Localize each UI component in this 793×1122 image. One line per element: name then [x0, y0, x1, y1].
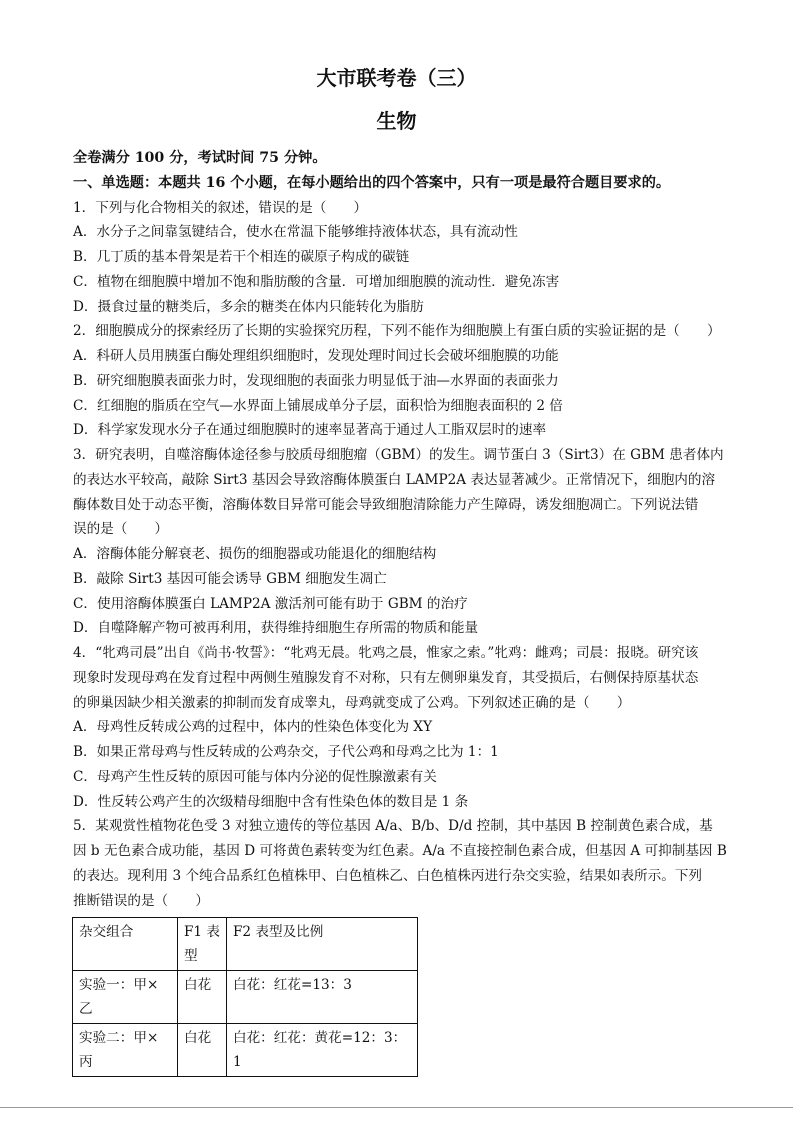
table-cell: 白花：红花：黄花=12：3：1 [227, 1024, 418, 1077]
text-line: A．溶酶体能分解衰老、损伤的细胞器或功能退化的细胞结构 [73, 546, 437, 562]
text-line: A．水分子之间靠氢键结合，使水在常温下能够维持液体状态，具有流动性 [73, 224, 518, 241]
text-line: 4．“牝鸡司晨”出自《尚书·牧誓》：“牝鸡无晨。牝鸡之晨，惟家之索。”牝鸡：雌鸡；司晨：报晓。研究该 [73, 645, 699, 661]
text-line: 5．某观赏性植物花色受 3 对独立遗传的等位基因 A/a、B/b、D/d 控制，其中基因 B 控制黄色素合成，基 [73, 818, 713, 835]
exam-body [73, 146, 733, 913]
text-line: 的表达水平较高，敲除 Sirt3 基因会导致溶酶体膜蛋白 LAMP2A 表达显著减少。正常情况下，细胞内的溶 [73, 471, 716, 488]
text-line: D．性反转公鸡产生的次级精母细胞中含有性染色体的数目是 1 条 [73, 793, 469, 810]
table-cell: 白花：红花=13：3 [227, 971, 418, 1024]
text-line: B．如果正常母鸡与性反转成的公鸡杂交，子代公鸡和母鸡之比为 1：1 [73, 744, 499, 760]
text-line: 因 b 无色素合成功能，基因 D 可将黄色素转变为红色素。A/a 不直接控制色素合成，但基因 A 可抑制基因 B [73, 843, 727, 859]
text-line: D．自噬降解产物可被再利用，获得维持细胞生存所需的物质和能量 [73, 620, 479, 637]
table-header-row [73, 918, 418, 971]
table-header-cell [178, 918, 227, 971]
text-line: D．摄食过量的糖类后，多余的糖类在体内只能转化为脂肪 [73, 298, 424, 315]
text-line: C．使用溶酶体膜蛋白 LAMP2A 激活剂可能有助于 GBM 的治疗 [73, 595, 468, 612]
text-line: A．母鸡性反转成公鸡的过程中，体内的性染色体变化为 XY [73, 719, 433, 736]
text-line: 的卵巢因缺少相关激素的抑制而发育成睾丸，母鸡就变成了公鸡。下列叙述正确的是（ ） [73, 694, 631, 711]
text-line: 2．细胞膜成分的探索经历了长期的实验探究历程，下列不能作为细胞膜上有蛋白质的实验证据的是（ ） [73, 323, 721, 340]
text-line: B．研究细胞膜表面张力时，发现细胞的表面张力明显低于油—水界面的表面张力 [73, 372, 559, 389]
text-line: A．科研人员用胰蛋白酶处理组织细胞时，发现处理时间过长会破坏细胞膜的功能 [73, 348, 559, 364]
text-line: C．红细胞的脂质在空气—水界面上铺展成单分子层，面积恰为细胞表面积的 2 倍 [73, 397, 563, 414]
table-row [73, 1024, 418, 1077]
table-header-cell: F2 表型及比例 [227, 918, 418, 971]
text-line: 酶体数目处于动态平衡，溶酶体数目异常可能会导致细胞清除能力产生障碍，诱发细胞凋亡。下列说法错 [73, 496, 699, 513]
subject-title: 生物 [376, 109, 417, 133]
exam-intro: 全卷满分 100 分，考试时间 75 分钟。 [73, 150, 327, 166]
text-line: 3．研究表明，自噬溶酶体途径参与胶质母细胞瘤（GBM）的发生。调节蛋白 3（Sirt3）在 GBM 患者体内 [73, 447, 724, 463]
text-line: 误的是（ ） [73, 521, 169, 538]
text-line: D．科学家发现水分子在通过细胞膜时的速率显著高于通过人工脂双层时的速率 [73, 422, 547, 439]
table-cell: 白花 [178, 971, 227, 1024]
table-cell: 实验二：甲×丙 [73, 1024, 178, 1077]
table-header-cell: 杂交组合 [73, 918, 178, 971]
cross-results-table [72, 917, 418, 1077]
text-line: C．母鸡产生性反转的原因可能与体内分泌的促性腺激素有关 [73, 768, 437, 785]
section-heading: 一、单选题：本题共 16 个小题，在每小题给出的四个答案中，只有一项是最符合题目要求的。 [73, 174, 671, 191]
page-bottom-rule [0, 1107, 793, 1108]
text-line: 推断错误的是（ ） [73, 892, 209, 909]
text-line: 的表达。现利用 3 个纯合品系红色植株甲、白色植株乙、白色植株丙进行杂交实验，结果如表所示。下列 [73, 867, 703, 884]
text-line: 现象时发现母鸡在发育过程中两侧生殖腺发育不对称，只有左侧卵巢发育，其受损后，右侧保持原基状态 [73, 669, 699, 686]
text-line: C．植物在细胞膜中增加不饱和脂肪酸的含量．可增加细胞膜的流动性．避免冻害 [73, 273, 560, 290]
text-line: B．敲除 Sirt3 基因可能会诱导 GBM 细胞发生凋亡 [73, 570, 387, 587]
table-cell: 白花 [178, 1024, 227, 1077]
table-cell: 实验一：甲×乙 [73, 971, 178, 1024]
question-lines [73, 196, 733, 914]
text-line: B．几丁质的基本骨架是若干个相连的碳原子构成的碳链 [73, 249, 410, 265]
text-line: 1．下列与化合物相关的叙述，错误的是（ ） [73, 199, 368, 216]
table-row [73, 971, 418, 1024]
exam-title: 大市联考卷（三） [316, 66, 477, 90]
f1-header: F1 表型 [184, 924, 220, 964]
